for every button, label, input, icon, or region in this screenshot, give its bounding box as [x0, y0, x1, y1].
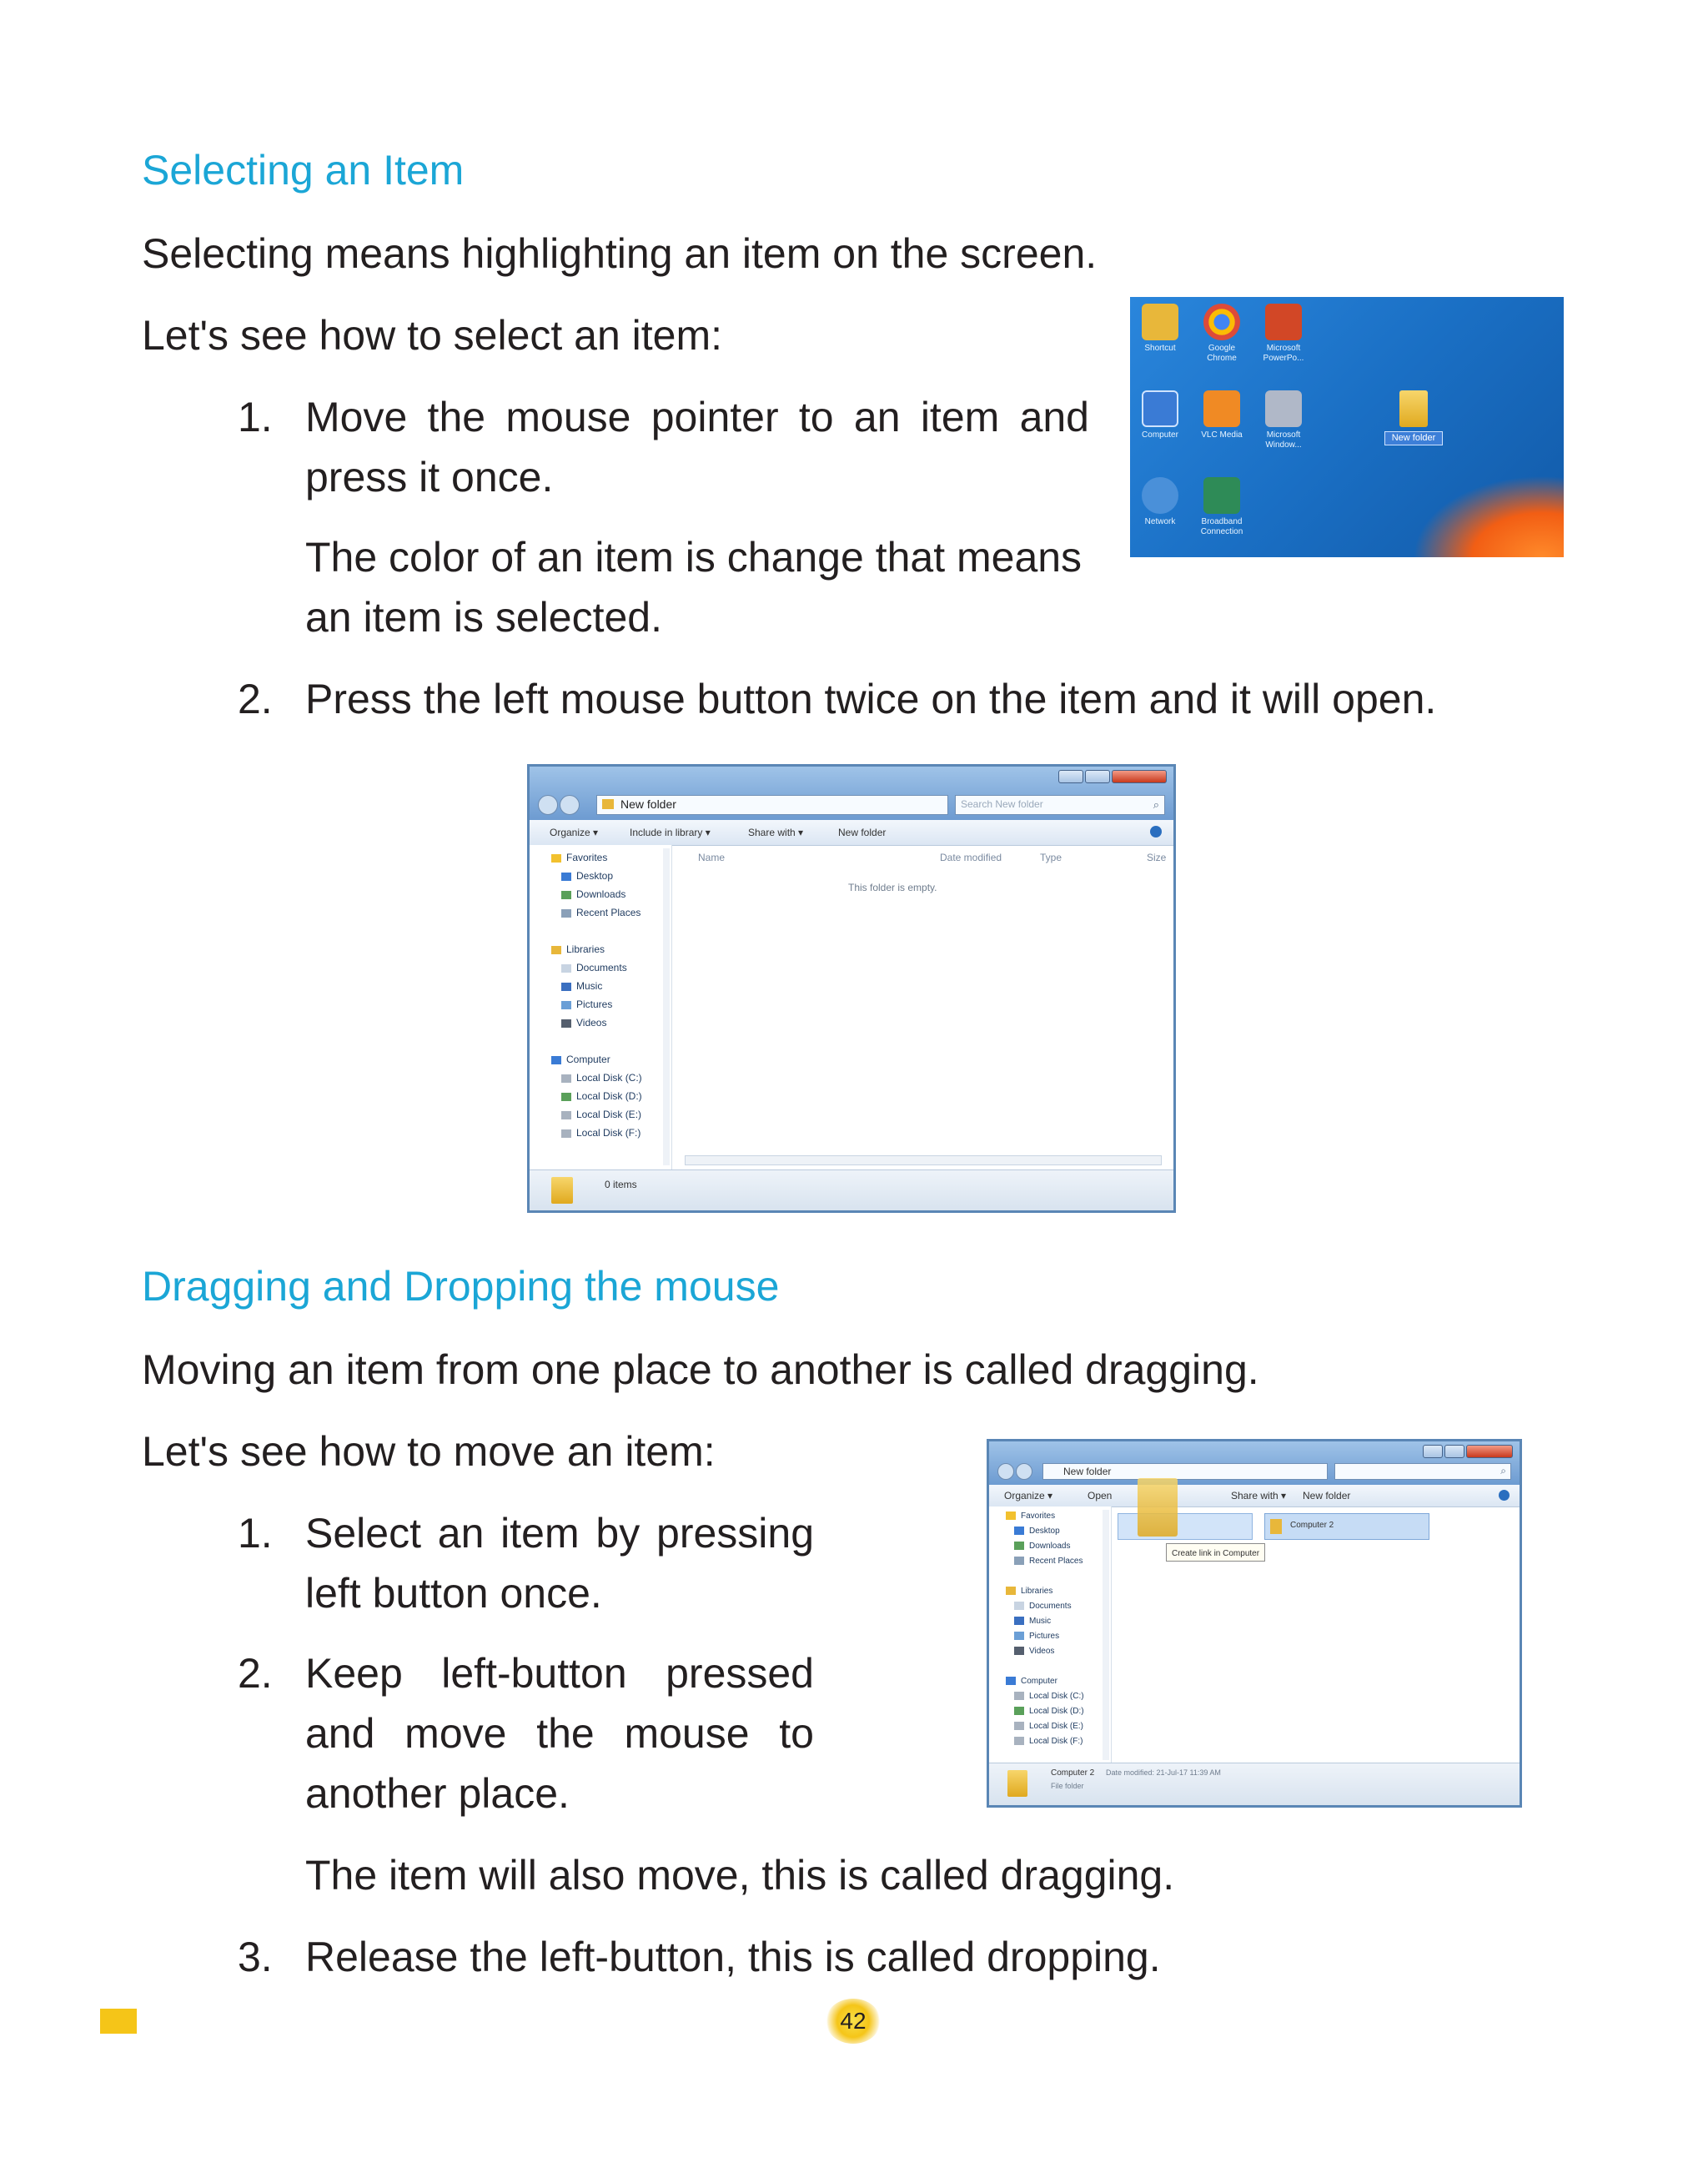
- new-folder-button[interactable]: New folder: [1303, 1490, 1351, 1501]
- search-icon: ⌕: [1500, 1465, 1506, 1476]
- step-number: 2.: [238, 676, 273, 722]
- folder-icon: [551, 1177, 573, 1204]
- help-icon[interactable]: [1499, 1490, 1510, 1501]
- column-date-modified[interactable]: Date modified: [940, 852, 1002, 863]
- title-bar: [530, 767, 1173, 820]
- address-text: New folder: [1063, 1466, 1112, 1477]
- disk-icon: [561, 1074, 571, 1083]
- video-icon: [1014, 1647, 1024, 1655]
- recent-icon: [1014, 1557, 1024, 1565]
- minimize-button[interactable]: [1058, 770, 1083, 783]
- desktop-icon[interactable]: Microsoft Window...: [1260, 390, 1307, 450]
- status-detail: Date modified: 21-Jul-17 11:39 AM: [1106, 1768, 1221, 1777]
- share-with-menu[interactable]: Share with ▾: [748, 827, 804, 838]
- step-text: Release the left-button, this is called dropping.: [305, 1934, 1161, 1980]
- nav-downloads[interactable]: Downloads: [561, 888, 625, 900]
- horizontal-scrollbar[interactable]: [685, 1155, 1162, 1165]
- section-heading-selecting: Selecting an Item: [142, 147, 465, 194]
- empty-folder-message: This folder is empty.: [848, 882, 937, 893]
- nav-favorites[interactable]: Favorites: [551, 852, 607, 863]
- new-folder-button[interactable]: New folder: [838, 827, 887, 838]
- navigation-pane: [989, 1506, 1112, 1765]
- nav-pictures[interactable]: Pictures: [561, 998, 612, 1010]
- computer-icon: [1142, 390, 1178, 427]
- note-text-cont: an item is selected.: [305, 594, 662, 641]
- desktop-icon[interactable]: Computer: [1137, 390, 1183, 440]
- target-folder-label: Computer 2: [1290, 1521, 1334, 1530]
- nav-downloads[interactable]: Downloads: [1014, 1542, 1070, 1551]
- command-bar: [989, 1485, 1520, 1507]
- document-icon: [1014, 1602, 1024, 1610]
- nav-favorites[interactable]: Favorites: [1006, 1512, 1055, 1521]
- address-text: New folder: [620, 797, 676, 811]
- column-name[interactable]: Name: [698, 852, 726, 863]
- nav-scrollbar[interactable]: [1103, 1510, 1109, 1760]
- nav-videos[interactable]: Videos: [561, 1017, 606, 1029]
- title-bar: [989, 1441, 1520, 1485]
- disk-icon: [561, 1129, 571, 1138]
- disk-icon: [1014, 1722, 1024, 1730]
- dragged-folder-icon: [1138, 1478, 1178, 1537]
- forward-button[interactable]: [1016, 1463, 1032, 1480]
- step-text-cont: press it once.: [305, 454, 554, 500]
- picture-icon: [1014, 1632, 1024, 1640]
- nav-recent[interactable]: Recent Places: [1014, 1557, 1083, 1566]
- item-count: 0 items: [605, 1179, 637, 1190]
- nav-pictures[interactable]: Pictures: [1014, 1632, 1059, 1641]
- footer-accent-bar: [100, 2009, 137, 2034]
- maximize-button[interactable]: [1444, 1445, 1464, 1458]
- nav-disk-e[interactable]: Local Disk (E:): [1014, 1722, 1083, 1731]
- search-input[interactable]: Search New folder ⌕: [955, 795, 1165, 815]
- picture-icon: [561, 1001, 571, 1009]
- step-text: Select an item by pressing: [305, 1510, 814, 1557]
- folder-icon: [1007, 1770, 1027, 1797]
- status-bar: [989, 1763, 1520, 1805]
- step-number: 1.: [238, 1510, 273, 1557]
- selected-folder[interactable]: [1384, 390, 1443, 445]
- page-number: 42: [826, 1999, 881, 2044]
- network-icon: [1142, 477, 1178, 514]
- step-number: 3.: [238, 1934, 273, 1980]
- lead-paragraph: Let's see how to select an item:: [142, 312, 723, 359]
- download-icon: [561, 891, 571, 899]
- content-pane: [673, 845, 1173, 1170]
- column-size[interactable]: Size: [1147, 852, 1167, 863]
- status-type: File folder: [1051, 1782, 1084, 1790]
- navigation-pane: [530, 845, 672, 1170]
- step-text-cont: and move the mouse to: [305, 1710, 814, 1757]
- desktop-icon[interactable]: Google Chrome: [1198, 304, 1245, 364]
- organize-menu[interactable]: Organize ▾: [1004, 1490, 1053, 1501]
- status-name: Computer 2: [1051, 1768, 1095, 1778]
- library-icon: [1006, 1587, 1016, 1595]
- search-icon: ⌕: [1153, 798, 1159, 811]
- nav-disk-d[interactable]: Local Disk (D:): [1014, 1707, 1084, 1716]
- desktop-screenshot: [1130, 297, 1564, 557]
- media-icon: [1203, 390, 1240, 427]
- desktop-icon: [1014, 1527, 1024, 1535]
- nav-documents[interactable]: Documents: [561, 962, 627, 973]
- nav-computer[interactable]: Computer: [551, 1054, 610, 1065]
- nav-libraries[interactable]: Libraries: [1006, 1587, 1052, 1596]
- nav-disk-f[interactable]: Local Disk (F:): [1014, 1737, 1083, 1746]
- minimize-button[interactable]: [1423, 1445, 1443, 1458]
- nav-documents[interactable]: Documents: [1014, 1602, 1072, 1611]
- nav-music[interactable]: Music: [561, 980, 602, 992]
- back-button[interactable]: [538, 795, 558, 815]
- address-bar[interactable]: [1042, 1463, 1328, 1480]
- desktop-icon: [561, 873, 571, 881]
- note-text: The color of an item is change that means: [305, 534, 1083, 581]
- address-bar[interactable]: [596, 795, 948, 815]
- step-text: Keep left-button pressed: [305, 1650, 814, 1697]
- desktop-icon[interactable]: Network: [1137, 477, 1183, 527]
- section-heading-dragging: Dragging and Dropping the mouse: [142, 1263, 780, 1310]
- star-icon: [551, 854, 561, 863]
- maximize-button[interactable]: [1085, 770, 1110, 783]
- column-type[interactable]: Type: [1040, 852, 1062, 863]
- close-button[interactable]: [1112, 770, 1167, 783]
- close-button[interactable]: [1466, 1445, 1513, 1458]
- organize-menu[interactable]: Organize ▾: [550, 827, 599, 838]
- share-with-menu[interactable]: Share with ▾: [1231, 1490, 1287, 1501]
- nav-desktop[interactable]: Desktop: [561, 870, 613, 882]
- lead-paragraph: Let's see how to move an item:: [142, 1428, 716, 1475]
- step-text: Move the mouse pointer to an item and: [305, 394, 1089, 440]
- computer-icon: [1006, 1677, 1016, 1685]
- nav-libraries[interactable]: Libraries: [551, 943, 605, 955]
- recent-icon: [561, 909, 571, 918]
- step-text-cont: left button once.: [305, 1570, 602, 1617]
- library-icon: [551, 946, 561, 954]
- content-pane: [1113, 1506, 1520, 1765]
- back-button[interactable]: [997, 1463, 1014, 1480]
- nav-music[interactable]: Music: [1014, 1617, 1051, 1626]
- nav-videos[interactable]: Videos: [1014, 1647, 1054, 1656]
- command-bar: [530, 820, 1173, 846]
- chrome-icon: [1203, 304, 1240, 340]
- note-text: The item will also move, this is called dragging.: [305, 1852, 1175, 1899]
- music-icon: [561, 983, 571, 991]
- nav-disk-f[interactable]: Local Disk (F:): [561, 1127, 640, 1139]
- document-icon: [561, 964, 571, 973]
- disk-icon: [561, 1093, 571, 1101]
- step-number: 1.: [238, 394, 273, 440]
- desktop-icon[interactable]: Microsoft PowerPo...: [1260, 304, 1307, 364]
- disk-icon: [561, 1111, 571, 1119]
- disk-icon: [1014, 1737, 1024, 1745]
- nav-disk-d[interactable]: Local Disk (D:): [561, 1090, 642, 1102]
- download-icon: [1014, 1542, 1024, 1550]
- drag-tooltip: Create link in Computer: [1166, 1543, 1265, 1562]
- nav-disk-e[interactable]: Local Disk (E:): [561, 1109, 641, 1120]
- step-text: Press the left mouse button twice on the item and it will open.: [305, 676, 1437, 722]
- status-bar: [530, 1169, 1173, 1210]
- open-button[interactable]: Open: [1088, 1490, 1113, 1501]
- intro-paragraph: Moving an item from one place to another is called dragging.: [142, 1346, 1259, 1393]
- desktop-icon[interactable]: Broadband Connection: [1198, 477, 1245, 537]
- video-icon: [561, 1019, 571, 1028]
- folder-icon: [602, 799, 614, 809]
- step-number: 2.: [238, 1650, 273, 1697]
- music-icon: [1014, 1617, 1024, 1625]
- globe-icon: [1203, 477, 1240, 514]
- nav-scrollbar[interactable]: [663, 848, 670, 1165]
- search-input[interactable]: [1334, 1463, 1511, 1480]
- window-icon: [1265, 390, 1302, 427]
- computer-icon: [551, 1056, 561, 1064]
- nav-desktop[interactable]: Desktop: [1014, 1527, 1060, 1536]
- selected-folder-label: New folder: [1384, 431, 1443, 445]
- nav-computer[interactable]: Computer: [1006, 1677, 1057, 1686]
- star-icon: [1006, 1512, 1016, 1520]
- folder-icon: [1270, 1519, 1282, 1534]
- folder-icon: [1142, 304, 1178, 340]
- help-icon[interactable]: [1150, 826, 1162, 837]
- nav-recent[interactable]: Recent Places: [561, 907, 640, 918]
- target-folder[interactable]: [1264, 1513, 1429, 1540]
- explorer-window-dragging: [987, 1439, 1522, 1808]
- explorer-window-empty: [527, 764, 1176, 1213]
- step-text-cont: another place.: [305, 1770, 570, 1817]
- disk-icon: [1014, 1707, 1024, 1715]
- powerpoint-icon: [1265, 304, 1302, 340]
- disk-icon: [1014, 1692, 1024, 1700]
- desktop-icon[interactable]: VLC Media: [1198, 390, 1245, 440]
- nav-disk-c[interactable]: Local Disk (C:): [1014, 1692, 1084, 1701]
- folder-icon: [1399, 390, 1428, 427]
- desktop-icon[interactable]: Shortcut: [1137, 304, 1183, 354]
- intro-paragraph: Selecting means highlighting an item on the screen.: [142, 230, 1098, 277]
- forward-button[interactable]: [560, 795, 580, 815]
- nav-disk-c[interactable]: Local Disk (C:): [561, 1072, 642, 1084]
- include-library-menu[interactable]: Include in library ▾: [630, 827, 711, 838]
